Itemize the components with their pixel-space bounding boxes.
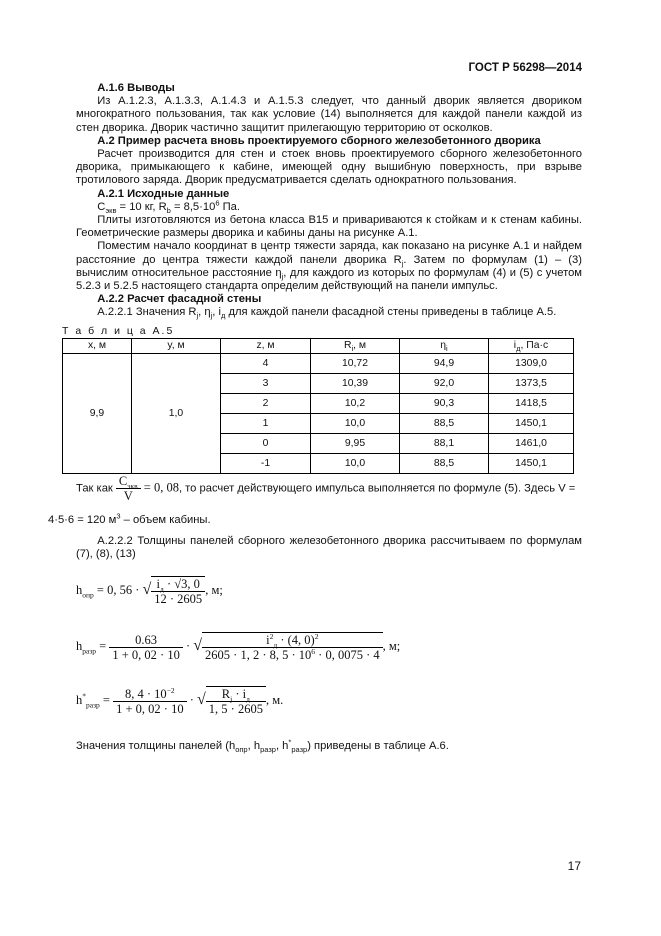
cell: 10,39 — [311, 374, 400, 394]
cell: 4 — [221, 354, 311, 374]
initial-data-line: $С_{экв} = 10$ кг, $R_b = 8,5\cdot 10^6$ Па. — [97, 198, 240, 216]
standard-header: ГОСТ Р 56298—2014 — [468, 62, 582, 74]
plates-paragraph: Плиты изготовляются из бетона класса В15 и привариваются к стойкам и к стенам кабины. Геометрические размеры дворика и кабины даны на рисунке А.1. — [76, 214, 582, 240]
cell-x: 9,9 — [63, 354, 132, 474]
cell: 1309,0 — [489, 354, 574, 374]
cell: 88,5 — [400, 454, 489, 474]
cell-y: 1,0 — [132, 354, 221, 474]
col-r: $R_i$, м — [311, 339, 400, 354]
cell: 2 — [221, 394, 311, 414]
formula-h-razr: $h_{разр}$ = $\frac{0.63}{1 + 0, 02 \cdot 10}$ · √ $\frac{i^2_д \cdot (4, 0)^2}{2605 \cdot 1, 2 \cdot 8, 5 \cdot 10^6 \cdot 0, 0075 \cdot 4}$ , м; — [76, 631, 401, 662]
cell: 0 — [221, 434, 311, 454]
cell: 1450,1 — [489, 414, 574, 434]
cell: 3 — [221, 374, 311, 394]
cell: 94,9 — [400, 354, 489, 374]
section-a21-title: А.2.1 Исходные данные — [97, 187, 230, 200]
impulse-condition: Так как $\frac{С_{экв}}{V}$ = 0, 08, то расчет действующего импульса выполняется по формуле (5). Здесь V = — [76, 474, 576, 503]
cell: 88,1 — [400, 434, 489, 454]
section-a22-title: А.2.2 Расчет фасадной стены — [97, 293, 262, 306]
closing-sentence: Значения толщины панелей ($h_{опр}$, $h_{разр}$, $h^*_{разр}$) приведены в таблице А.6. — [76, 737, 449, 755]
section-a16-title: А.1.6 Выводы — [97, 82, 175, 94]
coordinates-paragraph: Поместим начало координат в центр тяжести заряда, как показано на рисунке А.1 и найдем расстояние до центра тяжести каждой панели дворика $R_j$. Затем по формулам (1) – (3) вычислим относительное расстояние $\eta_j$, для каждого из которых по формулам (4) и (5) с учетом 5.2.3 и 5.2.5 настоящего стандарта определим действующий на панели импульс. — [76, 240, 582, 293]
cell: 1418,5 — [489, 394, 574, 414]
col-eta: $\eta_i$ — [400, 339, 489, 354]
table-a5 — [62, 338, 574, 474]
section-a16-text: Из А.1.2.3, А.1.3.3, А.1.4.3 и А.1.5.3 следует, что данный дворик является двориком многократного пользования, так как условие (14) выполняется для каждой панели каждой из стен дворика. Дворик частично защитит прилегающую территорию от осколков. — [76, 95, 582, 134]
cell: 90,3 — [400, 394, 489, 414]
cell: 10,0 — [311, 414, 400, 434]
section-a2-text: Расчет производится для стен и стоек вновь проектируемого сборного железобетонного дворика, примыкающего к кабине, имеющей одну вышибную поверхность, при взрыве тротилового заряда. Дворик предусматривается сделать однократного пользования. — [76, 148, 582, 187]
cell: 10,72 — [311, 354, 400, 374]
col-z: z, м — [221, 339, 311, 354]
ratio-fraction: $\frac{С_{экв}}{V}$ — [116, 474, 141, 503]
cell: 10,2 — [311, 394, 400, 414]
cell: 88,5 — [400, 414, 489, 434]
cell: -1 — [221, 454, 311, 474]
section-a2-title: А.2 Пример расчета вновь проектируемого сборного железобетонного дворика — [97, 134, 541, 147]
cell: 10,0 — [311, 454, 400, 474]
cell: 1461,0 — [489, 434, 574, 454]
formula-h-opr: $h_{опр} = 0$, 56 · √ $\frac{i_д \cdot √3, 0}{12 \cdot 2605}$ , м; — [76, 577, 223, 606]
col-x: x, м — [63, 339, 132, 354]
col-impulse: $i_д$, Па·с — [489, 339, 574, 354]
table-caption: Т а б л и ц а А.5 — [62, 325, 175, 337]
cell: 1 — [221, 414, 311, 434]
main-content — [76, 82, 582, 320]
cell: 1373,5 — [489, 374, 574, 394]
section-a2222-text: А.2.2.2 Толщины панелей сборного железобетонного дворика рассчитываем по формулам (7), (8), (13) — [76, 535, 582, 561]
page-number: 17 — [567, 859, 581, 873]
table-header-row — [63, 339, 574, 354]
cell: 9,95 — [311, 434, 400, 454]
cell: 92,0 — [400, 374, 489, 394]
volume-line: 4·5·6 = 120 $м^3$ – объем кабины. — [48, 511, 211, 526]
formula-h-razr-star: $h^*_{разр}$ = $\frac{8, 4 \cdot 10^{-2}}{1 + 0, 02 \cdot 10}$ · √ $\frac{R_j \cdot i_д}{1, 5 \cdot 2605}$ , м. — [76, 685, 284, 716]
col-y: y, м — [132, 339, 221, 354]
cell: 1450,1 — [489, 454, 574, 474]
section-a221-text: А.2.2.1 Значения $R_j$, $\eta_j$, $i_д$ для каждой панели фасадной стены приведены в таблице А.5. — [97, 306, 557, 321]
table-row — [63, 354, 574, 374]
